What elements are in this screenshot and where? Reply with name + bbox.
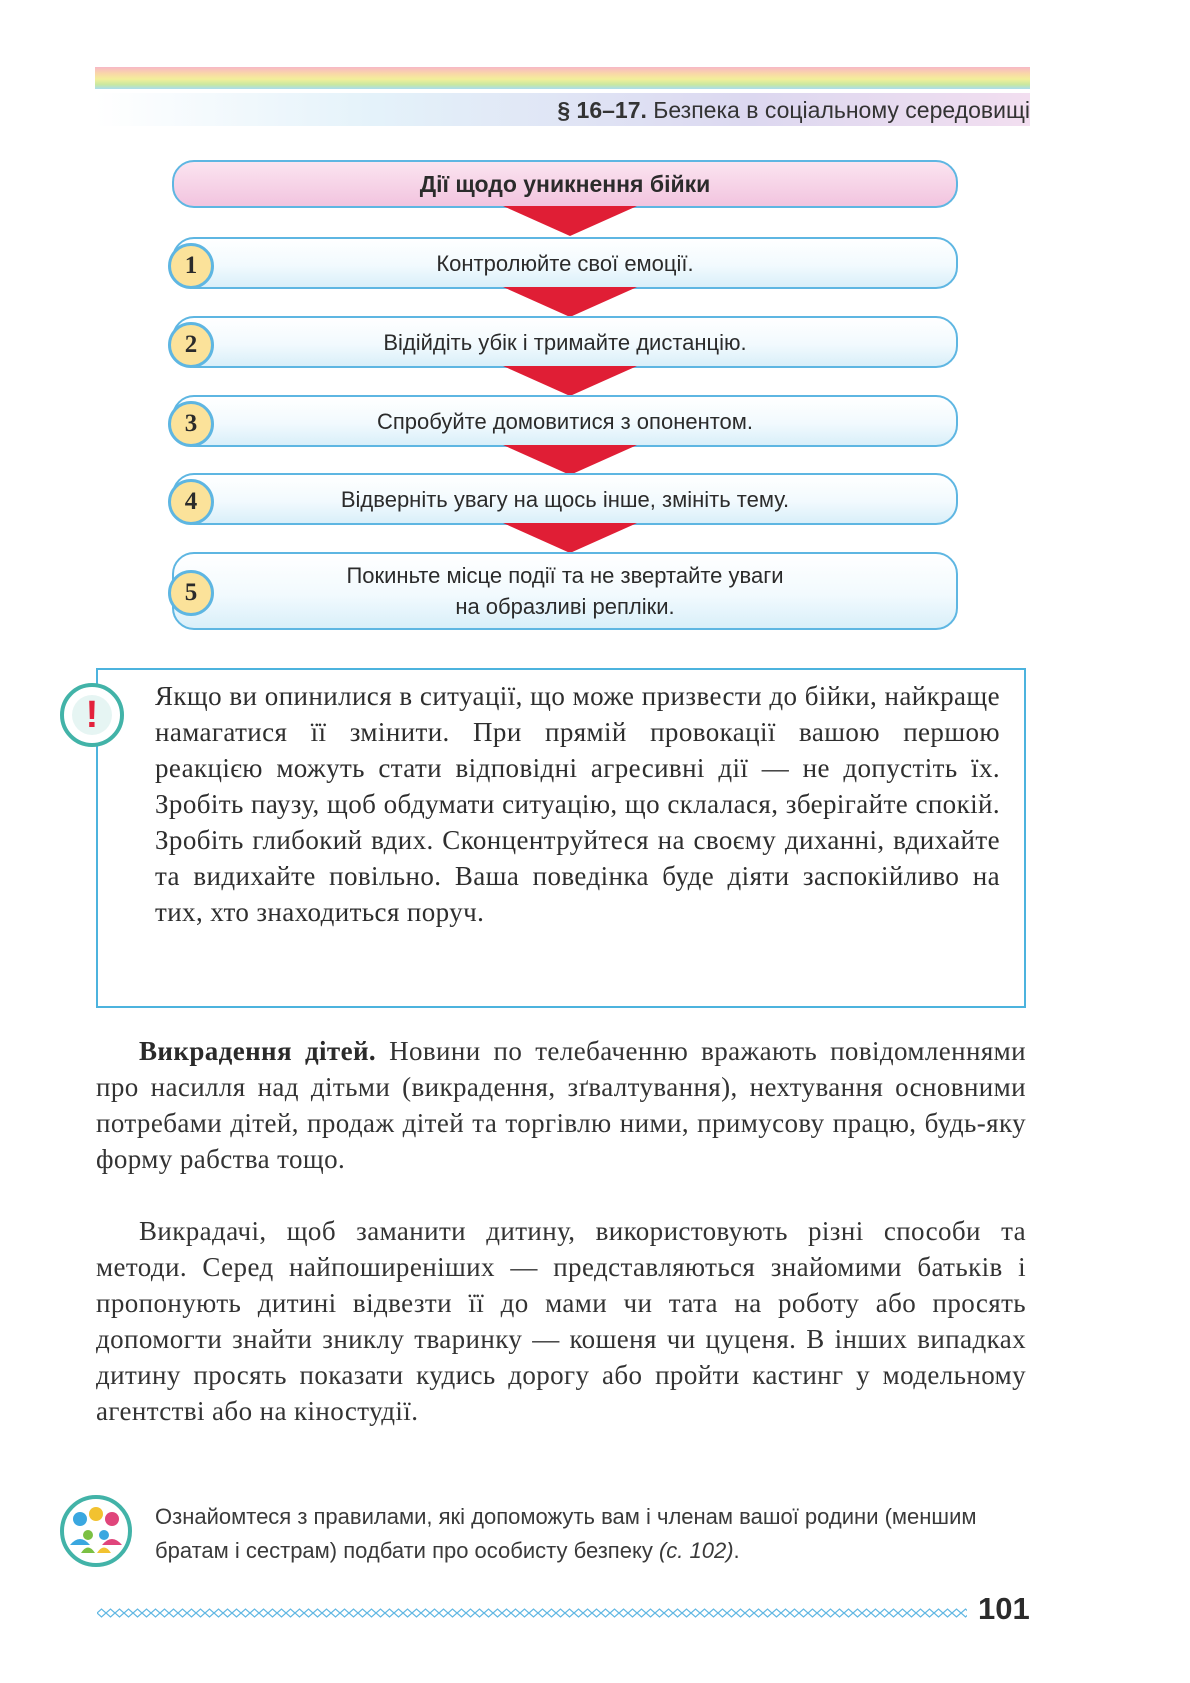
flow-step-5 bbox=[172, 552, 958, 630]
flow-title: Дії щодо уникнення бійки bbox=[172, 160, 958, 208]
family-note-text: Ознайомтеся з правилами, які допоможуть вам і членам вашої родини (меншим братам і сестрам) подбати про особисту безпеку bbox=[155, 1504, 977, 1563]
paragraph-child-abduction bbox=[96, 1033, 1026, 1177]
step-text-line-1: Покиньте місце події та не звертайте уваги bbox=[346, 563, 784, 588]
family-note bbox=[155, 1500, 1025, 1568]
flow-step-2 bbox=[172, 316, 958, 368]
step-number-4: 4 bbox=[168, 479, 214, 525]
down-arrow-icon bbox=[503, 523, 637, 553]
paragraph-text: Новини по телебаченню вражають повідомленнями про насилля над дітьми (викрадення, зґвалтування), нехтування основними потребами дітей, продаж дітей та торгівлю ними, примусову працю, будь-яку форму рабства тощо. bbox=[96, 1036, 1026, 1174]
exclamation-icon bbox=[60, 683, 124, 747]
section-title: Безпека в соціальному середовищі bbox=[653, 97, 1030, 123]
paragraph-abductors: Викрадачі, щоб заманити дитину, використовують різні способи та методи. Серед найпоширеніших — представляються знайомими батьків і пропонують дитині відвезти її до мами чи тата на роботу або просять допомогти знайти зниклу тваринку — кошеня чи цуценя. В інших випадках дитину просять показати кудись дорогу або пройти кастинг у модельному агентстві або на кіностудії. bbox=[96, 1216, 1026, 1426]
step-text-line-2: на образливі репліки. bbox=[455, 594, 675, 619]
step-number-1: 1 bbox=[168, 243, 214, 289]
step-number-3: 3 bbox=[168, 401, 214, 447]
page-reference: (с. 102) bbox=[658, 1538, 734, 1563]
step-number-5: 5 bbox=[168, 570, 214, 616]
step-number-2: 2 bbox=[168, 322, 214, 368]
down-arrow-icon bbox=[503, 206, 637, 236]
section-header bbox=[557, 97, 1030, 124]
step-text: Контролюйте свої емоції. bbox=[436, 250, 694, 276]
flow-step-4 bbox=[172, 473, 958, 525]
step-text: Відверніть увагу на щось інше, змініть тему. bbox=[340, 486, 790, 512]
family-note-end: . bbox=[733, 1538, 740, 1563]
family-icon bbox=[60, 1495, 132, 1567]
down-arrow-icon bbox=[503, 445, 637, 475]
family-icon-graphic bbox=[64, 1499, 128, 1563]
down-arrow-icon bbox=[503, 366, 637, 396]
step-text: Спробуйте домовитися з опонентом. bbox=[376, 408, 754, 434]
footer-ornament-line bbox=[97, 1607, 967, 1619]
warning-text: Якщо ви опинилися в ситуації, що може призвести до бійки, найкраще намагатися її змінити. При прямій провокації вашою першою реакцією можуть стати відповідні агресивні дії — не допустіть їх. Зробіть паузу, щоб обдумати ситуацію, що склалася, зберігайте спокій. Зробіть глибокий вдих. Сконцентруйтеся на своєму диханні, вдихайте та видихайте повільно. Ваша поведінка буде діяти заспокійливо на тих, хто знаходиться поруч. bbox=[155, 681, 1000, 927]
flow-step-3 bbox=[172, 395, 958, 447]
section-number: § 16–17. bbox=[557, 97, 647, 123]
step-text: Відійдіть убік і тримайте дистанцію. bbox=[383, 329, 747, 355]
page-number: 101 bbox=[978, 1591, 1030, 1626]
exclamation-mark: ! bbox=[72, 695, 112, 735]
flow-step-1 bbox=[172, 237, 958, 289]
header-rainbow-band bbox=[95, 67, 1030, 89]
paragraph-heading: Викрадення дітей. bbox=[139, 1036, 377, 1066]
down-arrow-icon bbox=[503, 287, 637, 317]
